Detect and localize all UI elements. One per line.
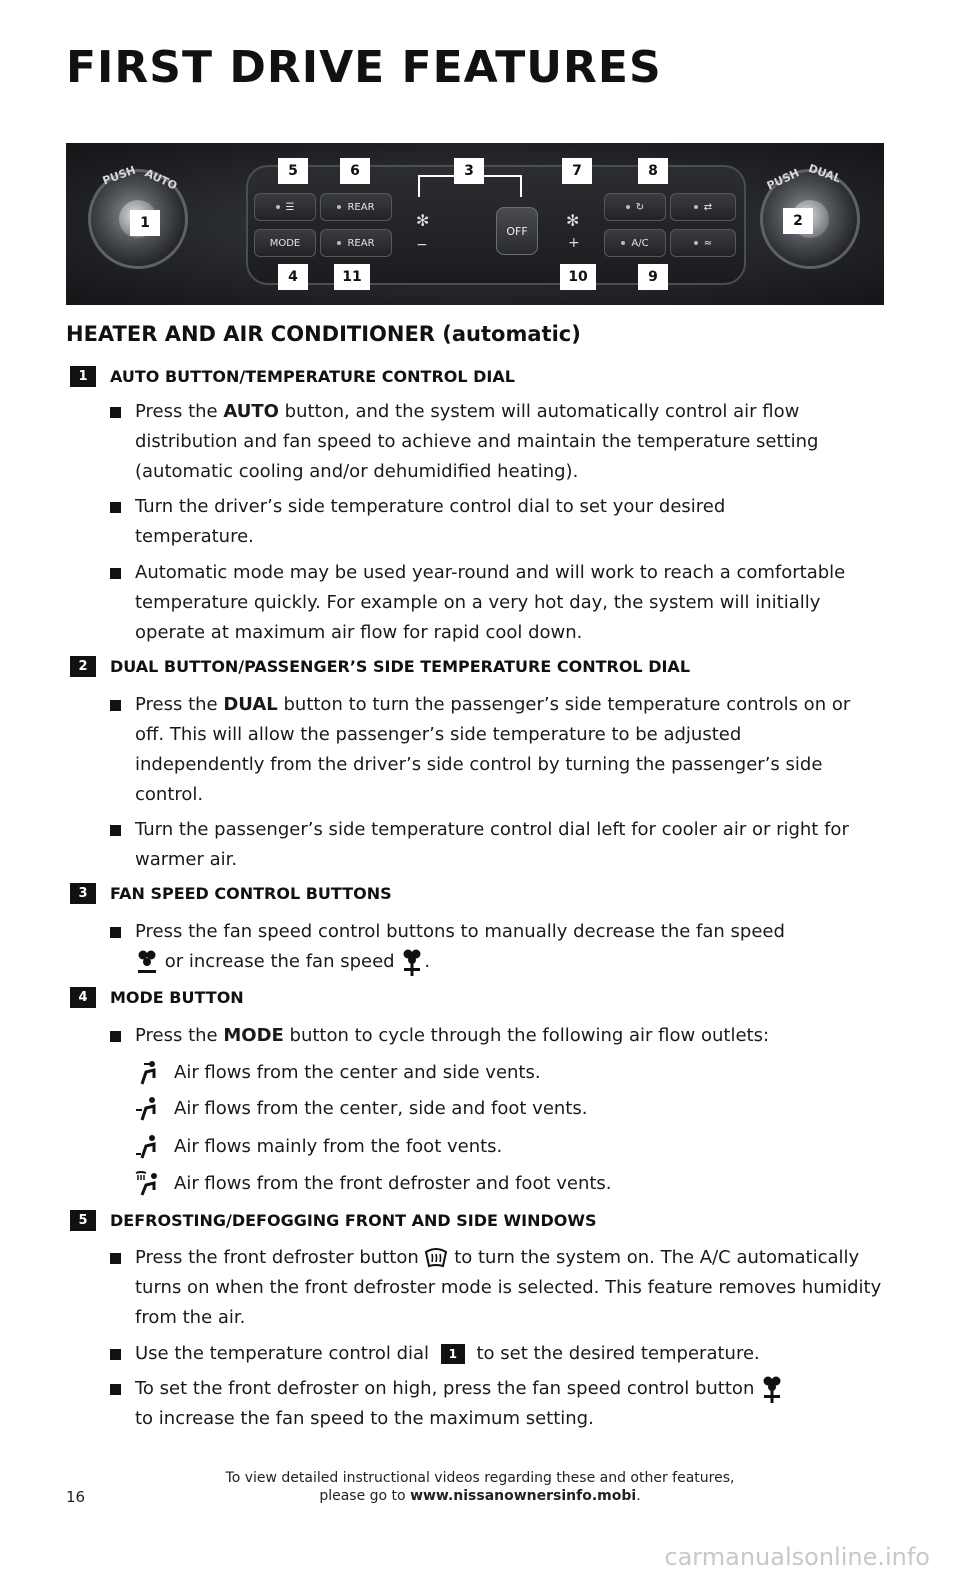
callout-11: 11 (334, 264, 370, 290)
footer-note: To view detailed instructional videos regarding these and other features, please go to www.nissanownersinfo.mobi. (225, 1470, 735, 1504)
vent-defrost-foot-icon (134, 1171, 160, 1197)
climate-control-photo (66, 143, 884, 305)
vent-foot-icon (134, 1134, 160, 1160)
fan-minus-icon (135, 948, 159, 976)
mode-item-2: Air flows from the center, side and foot vents. (134, 1094, 587, 1124)
knob-dual-label: DUAL (806, 161, 843, 186)
fan-plus-panel-icon: ✻ (566, 211, 580, 230)
page-number: 16 (66, 1488, 86, 1506)
callout-8: 8 (638, 158, 668, 184)
bullet-1-3: Automatic mode may be used year-round and will work to reach a comfortable temperature quickly. For example on a very hot day, the system will initially operate at maximum air flow for rapid cool down. (110, 558, 890, 648)
off-panel-button: OFF (496, 207, 538, 255)
control-panel: ☰ REAR MODE REAR ✻ − OFF ✻ + ↻ ⇄ A/C ≈ (246, 165, 746, 285)
bullet-3-1: Press the fan speed control buttons to manually decrease the fan speed or increase the fan speed . (110, 917, 890, 977)
section-heading: HEATER AND AIR CONDITIONER (automatic) (66, 322, 581, 346)
fan-plus-icon (760, 1375, 784, 1403)
callout-2: 2 (783, 208, 813, 234)
item-heading-3: 3 FAN SPEED CONTROL BUTTONS (70, 883, 392, 904)
callout-5: 5 (278, 158, 308, 184)
callout-3: 3 (454, 158, 484, 184)
front-defrost-panel-button: ☰ (254, 193, 316, 221)
owners-info-link[interactable]: www.nissanownersinfo.mobi (410, 1488, 637, 1504)
item-heading-2: 2 DUAL BUTTON/PASSENGER’S SIDE TEMPERATURE CONTROL DIAL (70, 656, 690, 677)
knob-push-label: PUSH (100, 163, 138, 188)
bullet-4-1: Press the MODE button to cycle through the following air flow outlets: (110, 1021, 890, 1051)
recirculate-panel-button: ↻ (604, 193, 666, 221)
climate-panel-button: ≈ (670, 229, 736, 257)
callout-10: 10 (560, 264, 596, 290)
knob-push-label-right: PUSH (764, 166, 802, 193)
bullet-5-1: Press the front defroster button to turn the system on. The A/C automatically turns on when the front defroster mode is selected. This feature removes humidity from the air. (110, 1243, 890, 1333)
rear-panel-button: REAR (320, 229, 392, 257)
mode-item-3: Air flows mainly from the foot vents. (134, 1132, 502, 1162)
item-heading-5: 5 DEFROSTING/DEFOGGING FRONT AND SIDE WINDOWS (70, 1210, 597, 1231)
knob-auto-label: AUTO (142, 166, 180, 193)
mode-item-1: Air flows from the center and side vents. (134, 1058, 541, 1088)
mode-panel-button: MODE (254, 229, 316, 257)
mode-item-4: Air flows from the front defroster and foot vents. (134, 1169, 612, 1199)
callout-6: 6 (340, 158, 370, 184)
fresh-air-panel-button: ⇄ (670, 193, 736, 221)
defroster-icon (424, 1244, 448, 1272)
callout-9: 9 (638, 264, 668, 290)
bullet-1-1: Press the AUTO button, and the system will automatically control air flow distribution and fan speed to achieve and maintain the temperature setting (automatic cooling and/or dehumidified heating). (110, 397, 890, 487)
callout-4: 4 (278, 264, 308, 290)
ac-panel-button: A/C (604, 229, 666, 257)
vent-face-icon (134, 1060, 160, 1086)
item-heading-1: 1 AUTO BUTTON/TEMPERATURE CONTROL DIAL (70, 366, 515, 387)
bullet-5-2: Use the temperature control dial 1 to set the desired temperature. (110, 1339, 890, 1369)
callout-1: 1 (130, 210, 160, 236)
vent-face-foot-icon (134, 1096, 160, 1122)
page-title: FIRST DRIVE FEATURES (66, 42, 662, 93)
bullet-2-1: Press the DUAL button to turn the passenger’s side temperature controls on or off. This will allow the passenger’s side temperature to be adjusted independently from the driver’s side control by turning the passenger’s side control. (110, 690, 870, 810)
watermark: carmanualsonline.info (664, 1543, 930, 1571)
inline-callout-1: 1 (441, 1344, 465, 1364)
fan-minus-panel-icon: ✻ (416, 211, 430, 230)
bullet-1-2: Turn the driver’s side temperature control dial to set your desired temperature. (110, 492, 740, 552)
bullet-5-3: To set the front defroster on high, press the fan speed control button to increase the fan speed to the maximum setting. (110, 1374, 890, 1434)
item-heading-4: 4 MODE BUTTON (70, 987, 244, 1008)
fan-plus-icon (400, 948, 424, 976)
callout-7: 7 (562, 158, 592, 184)
bullet-2-2: Turn the passenger’s side temperature control dial left for cooler air or right for warmer air. (110, 815, 890, 875)
rear-defrost-panel-button: REAR (320, 193, 392, 221)
